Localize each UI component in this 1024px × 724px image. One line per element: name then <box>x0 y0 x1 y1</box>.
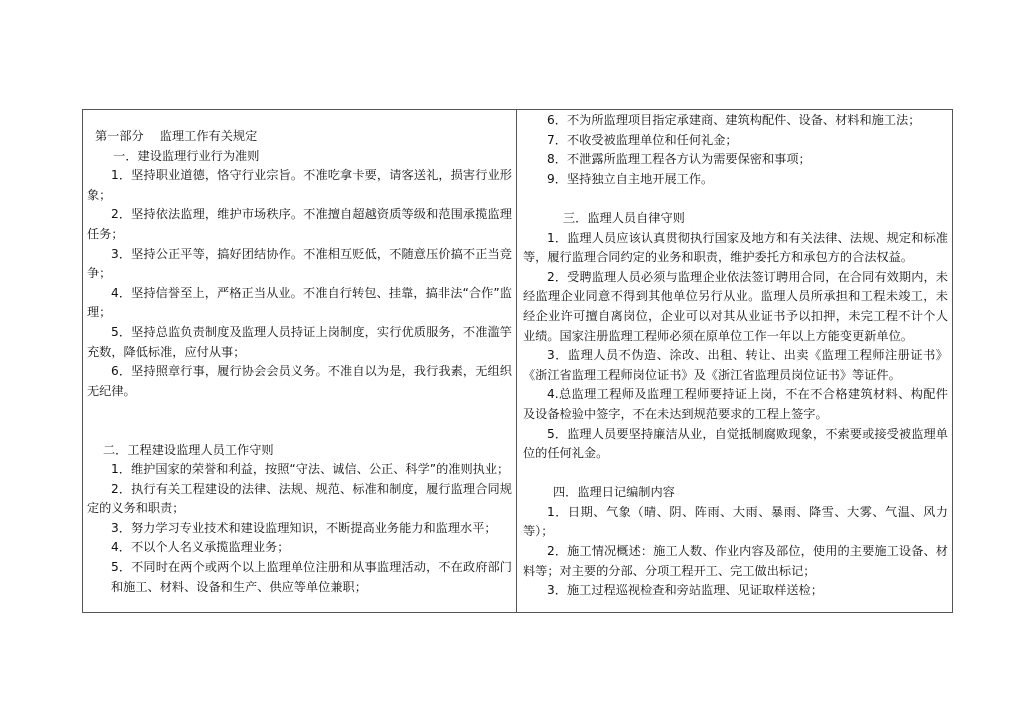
s2-item: 3．努力学习专业技术和建设监理知识，不断提高业务能力和监理水平； <box>111 520 497 535</box>
s2-item: 1．维护国家的荣誉和利益，按照“守法、诚信、公正、科学”的准则执业； <box>111 462 510 477</box>
section-2-title: 二．工程建设监理人员工作守则 <box>103 442 274 457</box>
s3-item: 3．监理人员不伪造、涂改、出租、转让、出卖《监理工程师注册证书》《浙江省监理工程师岗位证书》及《浙江省监理员岗位证书》等证件。 <box>523 348 948 382</box>
spacer <box>523 464 948 484</box>
s1-item: 3．坚持公正平等，搞好团结协作。不准相互贬低，不随意压价搞不正当竞争； <box>87 246 512 281</box>
section-3-title: 三．监理人员自律守则 <box>563 210 685 225</box>
s3-item: 4.总监理工程师及监理工程师要持证上岗，不在不合格建筑材料、构配件及设备检验中签字，不在未达到规范要求的工程上签字。 <box>523 387 948 421</box>
section-1-title: 一．建设监理行业行为准则 <box>101 148 260 163</box>
s1-item: 5．坚持总监负责制度及监理人员持证上岗制度，实行优质服务，不准滥竽充数，降低标准，应付从事； <box>87 324 512 359</box>
s2-item: 2．执行有关工程建设的法律、法规、规范、标准和制度，履行监理合同规定的义务和职责； <box>87 481 512 516</box>
s3-item: 2．受聘监理人员必须与监理企业依法签订聘用合同，在合同有效期内，未经监理企业同意不得到其他单位另行从业。监理人员所承担和工程未竣工，未经企业许可擅自离岗位，企业可以对其从业证书予以扣押，未完工程不计个人业绩。国家注册监理工程师必须在原单位工作一年以上方能变更新单位。 <box>523 269 948 343</box>
s2-item: 7．不收受被监理单位和任何礼金； <box>547 132 738 147</box>
s4-item: 2．施工情况概述：施工人数、作业内容及部位，使用的主要施工设备、材料等；对主要的分部、分项工程开工、完工做出标记； <box>523 544 948 578</box>
s2-item: 5．不同时在两个或两个以上监理单位注册和从事监理活动，不在政府部门和施工、材料、设备和生产、供应等单位兼职； <box>111 560 512 594</box>
document-table <box>82 109 953 613</box>
s2-item: 4．不以个人名义承揽监理业务； <box>111 540 290 555</box>
section-4-title: 四．监理日记编制内容 <box>553 485 675 500</box>
s2-item: 8．不泄露所监理工程各方认为需要保密和事项； <box>547 152 811 167</box>
s2-item: 9．坚持独立自主地开展工作。 <box>547 171 714 186</box>
left-column <box>83 110 517 612</box>
s2-item: 6．不为所监理项目指定承建商、建筑构配件、设备、材料和施工法； <box>547 113 921 127</box>
spacer <box>87 401 512 440</box>
part-title: 第一部分 监理工作有关规定 <box>95 129 258 143</box>
right-column <box>517 110 952 612</box>
s1-item: 6．坚持照章行事，履行协会会员义务。不准自以为是，我行我素，无组织无纪律。 <box>87 364 512 398</box>
s4-item: 1．日期、气象（晴、阴、阵雨、大雨、暴雨、降雪、大雾、气温、风力等）； <box>523 504 948 539</box>
s3-item: 5．监理人员要坚持廉洁从业，自觉抵制腐败现象，不索要或接受被监理单位的任何礼金。 <box>523 426 948 461</box>
s1-item: 1．坚持职业道德，恪守行业宗旨。不准吃拿卡要，请客送礼，损害行业形象； <box>87 168 512 202</box>
s1-item: 4．坚持信誉至上，严格正当从业。不准自行转包、挂靠，搞非法“合作”监理； <box>87 285 512 320</box>
spacer <box>523 189 948 209</box>
s4-item: 3．施工过程巡视检查和旁站监理、见证取样送检； <box>547 583 823 598</box>
s1-item: 2．坚持依法监理，维护市场秩序。不准擅自超越资质等级和范围承揽监理任务； <box>87 207 512 241</box>
s3-item: 1．监理人员应该认真贯彻执行国家及地方和有关法律、法规、规定和标准等，履行监理合同约定的业务和职责，维护委托方和承包方的合法权益。 <box>523 230 948 265</box>
